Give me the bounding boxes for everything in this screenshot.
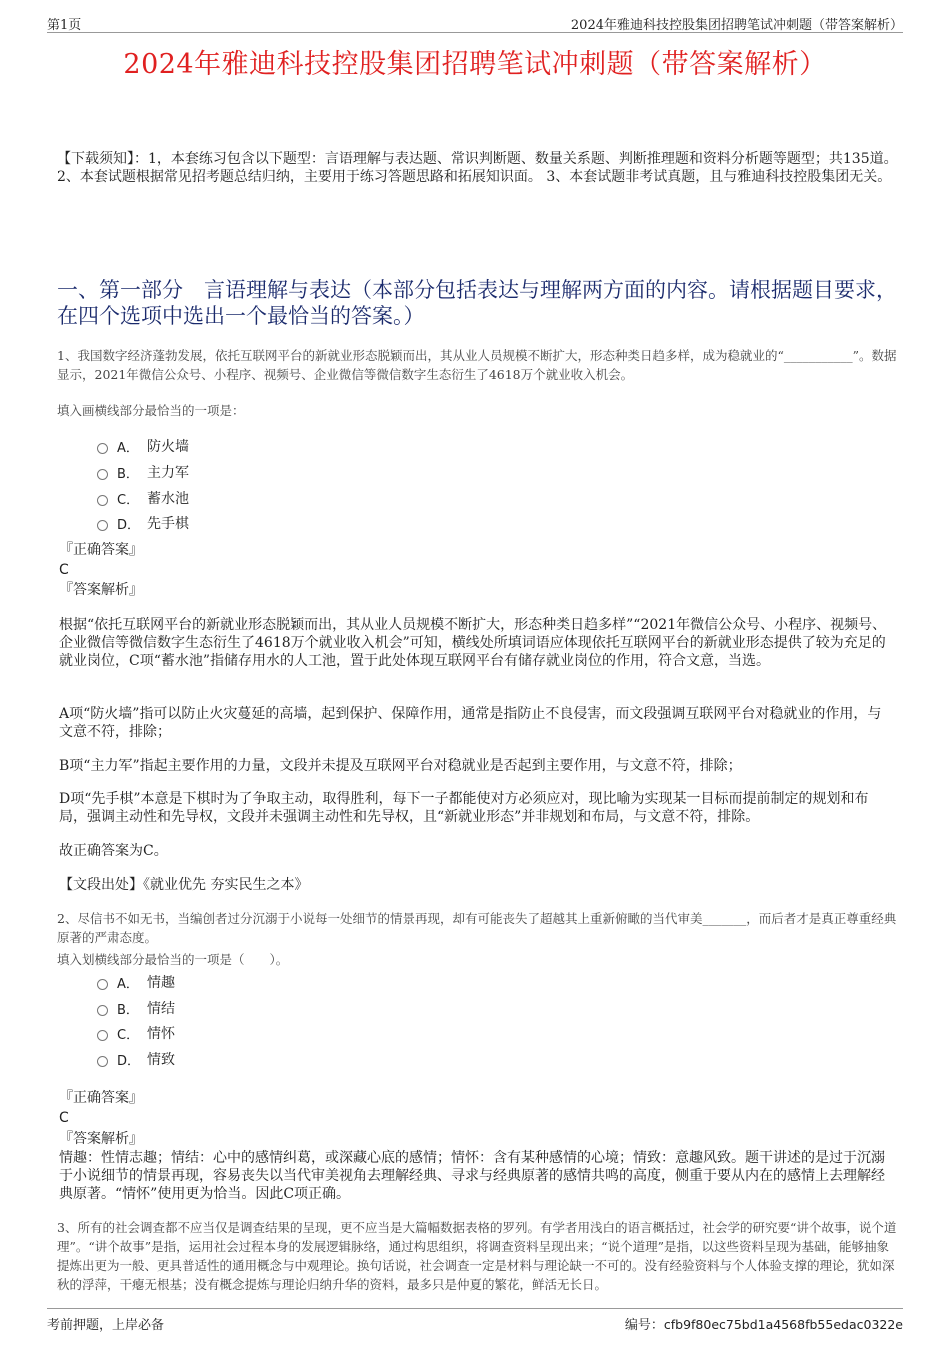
q1-analysis-paragraph: 根据“依托互联网平台的新就业形态脱颖而出，其从业人员规模不断扩大，形态种类日趋多样”“2021年微信公众号、小程序、视频号、企业微信等微信数字生态衍生了4618万个就业收入机会”可知，横线处所填词语应体现依托互联网平台的新就业形态提供了较为充足的就业岗位，C项“蓄水池”指储存用水的人工池，置于此处体现互联网平台有储存就业岗位的作用，符合文意，当选。 <box>59 617 887 669</box>
q2-option-a[interactable]: A． 情趣 <box>97 972 175 992</box>
q1-option-b[interactable]: B． 主力军 <box>97 462 189 482</box>
question-2-stem: 2、尽信书不如无书，当编创者过分沉溺于小说每一处细节的情景再现，却有可能丧失了超越其上重新俯瞰的当代审美_______，而后者才是真正尊重经典原著的严肃态度。 <box>57 911 897 945</box>
q1-analysis-paragraph: B项“主力军”指起主要作用的力量，文段并未提及互联网平台对稳就业是否起到主要作用，与文意不符，排除； <box>59 758 742 774</box>
q2-option-d[interactable]: D． 情致 <box>97 1049 175 1069</box>
q1-answer: C <box>59 562 69 578</box>
download-notice: 【下载须知】：1，本套练习包含以下题型：言语理解与表达题、常识判断题、数量关系题、判断推理题和资料分析题等题型；共135道。 2、本套试题根据常见招考题总结归纳，主要用于练习答题思路和拓展知识面。 3、本套试题非考试真题，且与雅迪科技控股集团无关。 <box>57 151 898 185</box>
question-1-prompt: 填入画横线部分最恰当的一项是： <box>57 403 245 418</box>
q1-option-d[interactable]: D． 先手棋 <box>97 513 189 533</box>
radio-icon[interactable] <box>97 1005 108 1016</box>
question-2-prompt: 填入划横线部分最恰当的一项是（ ）。 <box>57 952 289 967</box>
radio-icon[interactable] <box>97 979 108 990</box>
q1-analysis-paragraph: D项“先手棋”本意是下棋时为了争取主动，取得胜利，每下一子都能使对方必须应对，现比喻为实现某一目标而提前制定的规划和布局，强调主动性和先导权，文段并未强调主动性和先导权，且“新就业形态”并非规划和布局，与文意不符，排除。 <box>59 791 869 825</box>
q1-source: 【文段出处】《就业优先 夯实民生之本》 <box>59 877 309 893</box>
footer-slogan: 考前押题，上岸必备 <box>47 1318 165 1333</box>
radio-icon[interactable] <box>97 1056 108 1067</box>
q1-answer-label: 『正确答案』 <box>59 542 143 558</box>
radio-icon[interactable] <box>97 1030 108 1041</box>
q2-option-c[interactable]: C． 情怀 <box>97 1023 175 1043</box>
q2-analysis-label: 『答案解析』 <box>59 1131 143 1147</box>
q2-analysis-paragraph: 情趣：性情志趣；情结：心中的感情纠葛，或深藏心底的感情；情怀：含有某种感情的心境；情致：意趣风致。题干讲述的是过于沉溺于小说细节的情景再现，容易丧失以当代审美视角去理解经典、寻求与经典原著的感情共鸣的高度，侧重于要从内在的感情上去理解经典原著。“情怀”使用更为恰当。因此C项正确。 <box>59 1150 885 1202</box>
question-3-stem: 3、所有的社会调查都不应当仅是调查结果的呈现，更不应当是大篇幅数据表格的罗列。有学者用浅白的语言概括过，社会学的研究要“讲个故事，说个道理”。“讲个故事”是指，运用社会过程本身的发展逻辑脉络，通过构思组织，将调查资料呈现出来；“说个道理”是指，以这些资料呈现为基础，能够抽象提炼出更为一般、更具普适性的通用概念与中观理论。换句话说，社会调查一定是材料与理论缺一不可的。没有经验资料与个人体验支撑的理论，犹如深秋的浮萍，干瘪无根基；没有概念提炼与理论归纳升华的资料，最多只是仲夏的繁花，鲜活无长日。 <box>57 1220 897 1292</box>
q2-answer-label: 『正确答案』 <box>59 1090 143 1106</box>
header-doc-title: 2024年雅迪科技控股集团招聘笔试冲刺题（带答案解析） <box>570 18 903 33</box>
q2-answer: C <box>59 1110 69 1126</box>
footer-code: 编号：cfb9f80ec75bd1a4568fb55edac0322e <box>624 1317 903 1333</box>
q1-option-a[interactable]: A． 防火墙 <box>97 436 189 456</box>
section-title: 一、第一部分 言语理解与表达（本部分包括表达与理解两方面的内容。请根据题目要求，在四个选项中选出一个最恰当的答案。） <box>57 278 897 328</box>
q1-analysis-label: 『答案解析』 <box>59 582 143 598</box>
document-title: 2024年雅迪科技控股集团招聘笔试冲刺题（带答案解析） <box>123 49 827 80</box>
q1-option-c[interactable]: C． 蓄水池 <box>97 488 189 508</box>
q1-analysis-paragraph: 故正确答案为C。 <box>59 843 168 859</box>
radio-icon[interactable] <box>97 520 108 531</box>
page-footer <box>47 1308 903 1331</box>
radio-icon[interactable] <box>97 469 108 480</box>
q2-option-b[interactable]: B． 情结 <box>97 998 175 1018</box>
page-number: 第1页 <box>47 18 82 33</box>
question-1-stem: 1、我国数字经济蓬勃发展，依托互联网平台的新就业形态脱颖而出，其从业人员规模不断扩大，形态种类日趋多样，成为稳就业的“___________”。数据显示，2021年微信公众号、小程序、视频号、企业微信等微信数字生态衍生了4618万个就业收入机会。 <box>57 348 897 382</box>
radio-icon[interactable] <box>97 495 108 506</box>
radio-icon[interactable] <box>97 443 108 454</box>
q1-analysis-paragraph: A项“防火墙”指可以防止火灾蔓延的高墙，起到保护、保障作用，通常是指防止不良侵害，而文段强调互联网平台对稳就业的作用，与文意不符，排除； <box>59 706 882 740</box>
page-header <box>47 12 903 33</box>
